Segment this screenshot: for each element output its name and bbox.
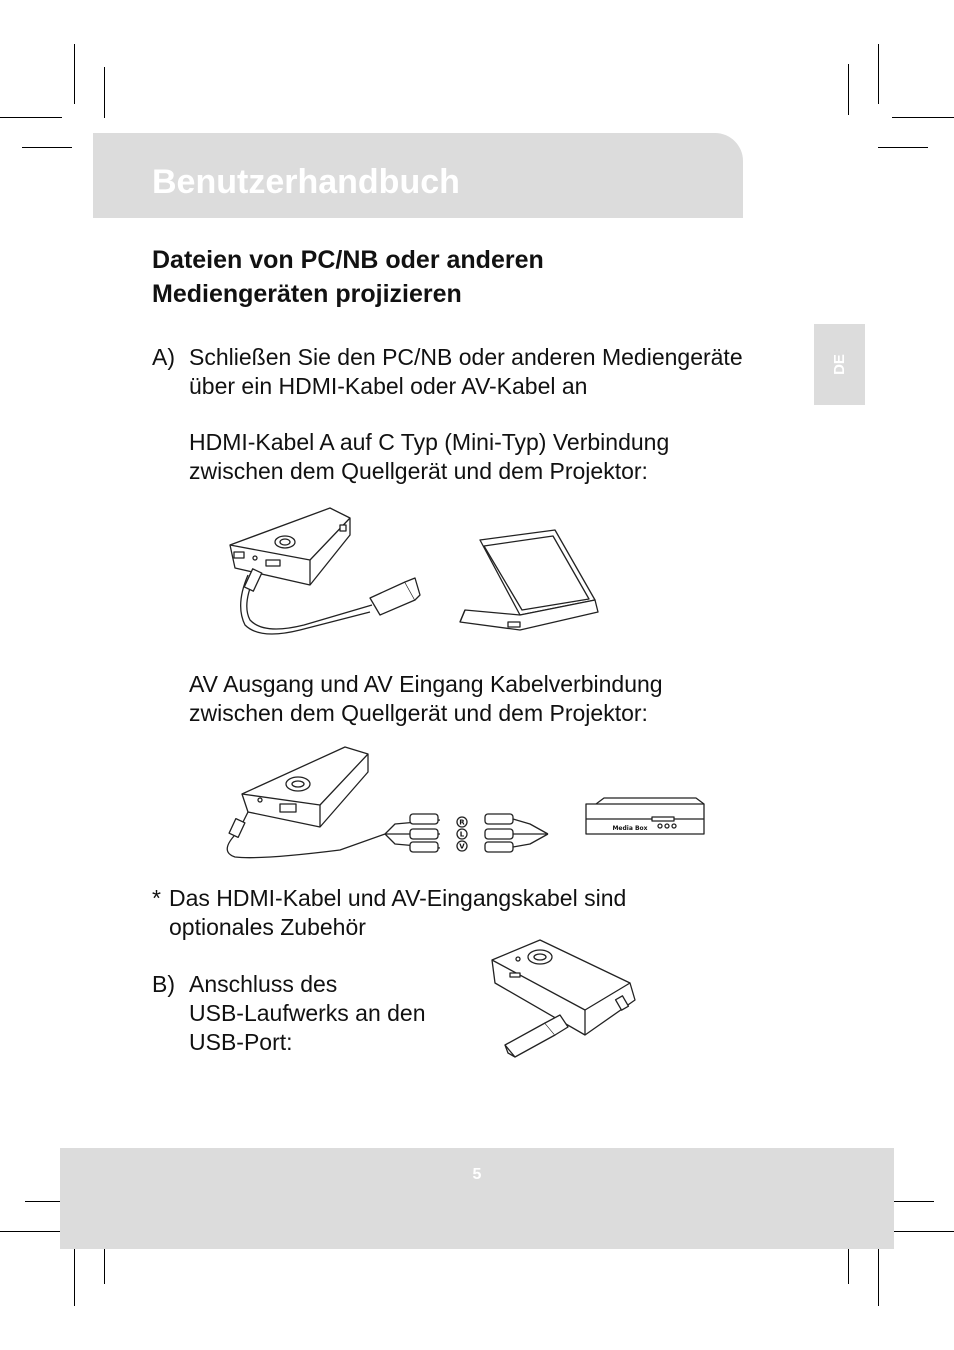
- crop-mark: [878, 44, 879, 104]
- hdmi-connection-text: HDMI-Kabel A auf C Typ (Mini-Typ) Verbindung zwischen dem Quellgerät und dem Projektor:: [189, 429, 670, 484]
- crop-mark: [0, 1231, 60, 1232]
- usb-connection-illustration: [490, 935, 640, 1065]
- page-number: 5: [472, 1166, 482, 1183]
- crop-mark: [894, 1231, 954, 1232]
- crop-mark: [25, 1201, 61, 1202]
- crop-mark: [74, 1248, 75, 1306]
- item-b-text: Anschluss des USB-Laufwerks an den USB-Port:: [189, 971, 426, 1055]
- crop-mark: [894, 1201, 934, 1202]
- crop-mark: [848, 64, 849, 115]
- crop-mark: [878, 147, 928, 148]
- section-title-line: Mediengeräten projizieren: [152, 280, 462, 308]
- crop-mark: [0, 117, 62, 118]
- item-a-text: Schließen Sie den PC/NB oder anderen Mediengeräte über ein HDMI-Kabel oder AV-Kabel an: [189, 344, 743, 399]
- media-box-label: Media Box: [612, 825, 648, 832]
- crop-mark: [74, 44, 75, 104]
- rca-plug-label: V: [459, 842, 465, 851]
- footer-band: [60, 1148, 894, 1249]
- item-a-marker: A): [152, 344, 175, 370]
- section-title: [152, 243, 712, 311]
- rca-plug-label: R: [459, 818, 465, 827]
- item-b-marker: B): [152, 971, 175, 997]
- page-header-title: Benutzerhandbuch: [152, 163, 460, 201]
- note-text: Das HDMI-Kabel und AV-Eingangskabel sind optionales Zubehör: [169, 885, 627, 940]
- crop-mark: [104, 67, 105, 118]
- av-connection-text: AV Ausgang und AV Eingang Kabelverbindung zwischen dem Quellgerät und dem Projektor:: [189, 671, 663, 726]
- note-marker: *: [152, 885, 161, 911]
- language-tab-label: DE: [831, 354, 848, 375]
- crop-mark: [104, 1248, 105, 1284]
- section-title-line: Dateien von PC/NB oder anderen: [152, 246, 544, 274]
- crop-mark: [878, 1248, 879, 1306]
- crop-mark: [892, 117, 954, 118]
- hdmi-connection-illustration: [220, 500, 620, 645]
- crop-mark: [22, 147, 72, 148]
- crop-mark: [848, 1248, 849, 1284]
- rca-plug-label: L: [459, 830, 465, 839]
- av-connection-illustration: [220, 742, 710, 867]
